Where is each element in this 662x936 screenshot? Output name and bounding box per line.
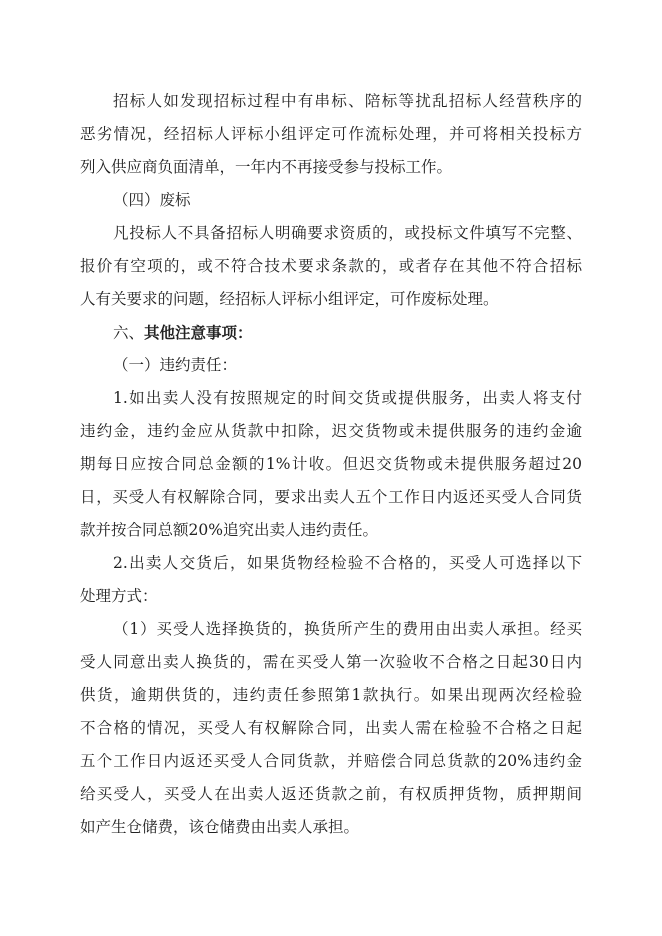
text-line: 不合格的情况，买受人有权解除合同，出卖人需在检验不合格之日起 — [80, 719, 582, 737]
heading-liability: （一）违约责任： — [113, 356, 238, 374]
text-line: 给买受人，买受人在出卖人返还货款之前，有权质押货物，质押期间 — [80, 785, 582, 803]
text-line: 2.出卖人交货后，如果货物经检验不合格的，买受人可选择以下 — [113, 554, 582, 572]
paragraph-clause-2-1 — [80, 613, 582, 844]
text-line: 供货，逾期供货的，违约责任参照第1款执行。如果出现两次经检验 — [80, 686, 582, 704]
paragraph-clause-2 — [80, 547, 582, 613]
text-line: 违约金，违约金应从货款中扣除，迟交货物或未提供服务的违约金逾 — [80, 422, 582, 440]
text-line: 日，买受人有权解除合同，要求出卖人五个工作日内返还买受人合同货 — [80, 488, 582, 506]
text-line: 列入供应商负面清单，一年内不再接受参与投标工作。 — [80, 158, 453, 176]
text-line: 凡投标人不具备招标人明确要求资质的，或投标文件填写不完整、 — [113, 224, 582, 242]
heading-invalid-bid: （四）废标 — [113, 191, 191, 209]
heading-other-notes — [80, 316, 582, 349]
text-line: 人有关要求的问题，经招标人评标小组评定，可作废标处理。 — [80, 290, 499, 308]
heading-text: 其他注意事项： — [144, 323, 253, 342]
text-line: （1）买受人选择换货的，换货所产生的费用由出卖人承担。经买 — [113, 620, 582, 638]
text-line: 1.如出卖人没有按照规定的时间交货或提供服务，出卖人将支付 — [113, 389, 582, 407]
text-line: 受人同意出卖人换货的，需在买受人第一次验收不合格之日起30日内 — [80, 653, 582, 671]
text-line: 恶劣情况，经招标人评标小组评定可作流标处理，并可将相关投标方 — [80, 125, 582, 143]
text-line: 款并按合同总额20%追究出卖人违约责任。 — [80, 521, 378, 539]
heading-number: 六、 — [113, 324, 145, 342]
paragraph-invalid-bid — [80, 217, 582, 316]
text-line: 如产生仓储费，该仓储费由出卖人承担。 — [80, 818, 360, 836]
document-page — [80, 85, 582, 844]
paragraph-collusion — [80, 85, 582, 184]
text-line: 处理方式： — [80, 587, 158, 605]
text-line: 招标人如发现招标过程中有串标、陪标等扰乱招标人经营秩序的 — [113, 92, 582, 110]
paragraph-clause-1 — [80, 382, 582, 547]
text-line: 期每日应按合同总金额的1%计收。但迟交货物或未提供服务超过20 — [80, 455, 582, 473]
text-line: 五个工作日内返还买受人合同货款，并赔偿合同总货款的20%违约金 — [80, 752, 582, 770]
text-line: 报价有空项的，或不符合技术要求条款的，或者存在其他不符合招标 — [80, 257, 582, 275]
